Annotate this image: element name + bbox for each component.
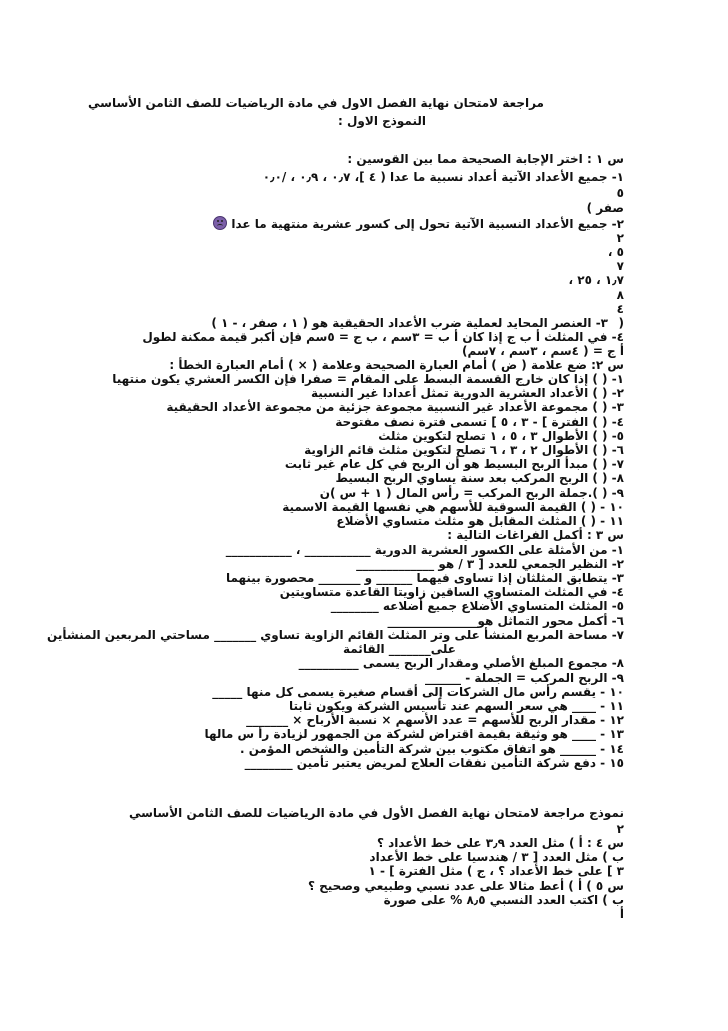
q3-item-10: ١٠ - يقسم رأس مال الشركات إلى أقسام صغيرة يسمى كل منها _____ [212, 685, 624, 699]
q2-item-10: ١٠ - ( ) القيمة السوقية للأسهم هي نفسها القيمة الاسمية [282, 500, 624, 514]
q2-item-11: ١١ - ( ) المثلث المقابل هو مثلث متساوي الأضلاع [336, 514, 624, 528]
q2-item-3: ٣- ( ) مجموعة الأعداد غير النسبية مجموعة جزئية من مجموعة الأعداد الحقيقية [166, 400, 624, 414]
q3-item-8: ٨- مجموع المبلغ الأصلي ومقدار الربح يسمى __________ [298, 656, 624, 670]
q1-item-2-close: ) [618, 316, 624, 330]
q1-item-4: ٤- في المثلث أ ب ج إذا كان أ ب = ٣سم ، ب ج = ٥سم فإن أكبر قيمة ممكنة لطول [142, 330, 624, 344]
q3-item-5: ٥- المثلث المتساوي الأضلاع جميع أضلاعه ________ [330, 599, 624, 613]
q3-item-3: ٣- يتطابق المثلثان إذا تساوى فيهما ______ و _______ محصورة بينهما [225, 571, 624, 585]
q1-item-2-fraction-2: ، ٥ [607, 245, 624, 259]
q1-item-4-cont: أ ج = ( ٤سم ، ٣سم ، ٧سم) [462, 344, 624, 358]
q1-item-1-end: صفر ) [586, 201, 624, 215]
q3-item-12: ١٢ - مقدار الربح للأسهم = عدد الأسهم × نسبة الأرباح × _______ [246, 713, 624, 727]
q2-item-1: ١- ( ) إذا كان خارج القسمة البسط على المقام = صفرا فإن الكسر العشري يكون منتهيا [112, 372, 624, 386]
q3-item-6: ٦- أكمل محور التماثل هو_______________ [387, 614, 624, 628]
q1-item-2-fraction-6: ٤ [616, 302, 624, 316]
q1-item-2-text: ٢- جميع الأعداد النسبية الآتية تحول إلى كسور عشرية منتهية ما عدا [231, 217, 624, 231]
q5-b-cont: أ [619, 907, 624, 921]
model-label: النموذج الاول : [338, 114, 426, 128]
q3-title: س ٣ : أكمل الفراغات التالية : [447, 528, 624, 542]
q2-title: س ٢: ضع علامة ( ض ) أمام العبارة الصحيحة وعلامة ( × ) أمام العبارة الخطأ : [169, 358, 624, 372]
q2-item-8: ٨- ( ) الربح المركب بعد سنة يساوي الربح البسيط [335, 471, 624, 485]
q1-item-2-fraction-1: ٢ [616, 231, 624, 245]
q3-item-7-cont: على_______ القائمة [342, 642, 456, 656]
q1-item-3: ٣- العنصر المحايد لعملية ضرب الأعداد الحقيقية هو ( ١ ، صفر ، - ١ ) [211, 316, 608, 330]
q3-item-4: ٤- في المثلث المتساوي الساقين زاويتا القاعدة متساويتين [279, 585, 624, 599]
q2-item-4: ٤- ( ) الفترة ] - ٣ ، ٥ ] تسمى فترة نصف مفتوحة [335, 415, 624, 429]
q3-item-14: ١٤ - ______ هو اتفاق مكتوب بين شركة التأمين والشخص المؤمن . [240, 742, 624, 756]
q1-title: س ١ : اختر الإجابة الصحيحة مما بين القوسين : [347, 152, 624, 166]
q1-item-1: ١- جميع الأعداد الآتية أعداد نسبية ما عدا ( ٤ ]، ٠٫٧ ، ٠٫٩ ، /٠٫٠ [262, 170, 624, 184]
q3-item-7: ٧- مساحة المربع المنشأ على وتر المثلث القائم الزاوية تساوي _______ مساحتي المربعين المنشأين [47, 628, 624, 642]
page-title: مراجعة لامتحان نهاية الفصل الاول في مادة الرياضيات للصف الثامن الأساسي [88, 96, 544, 110]
q5-a: س ٥ ) أ ) أعط مثالا على عدد نسبي وطبيعي وصحيح ؟ [307, 879, 624, 893]
q4-c: ٣ ] على خط الأعداد ؟ ، ج ) مثل الفترة ] - ١ [368, 864, 624, 878]
q5-b: ب ) اكتب العدد النسبي ٨٫٥ % على صورة [383, 893, 624, 907]
q3-item-15: ١٥ - دفع شركة التأمين نفقات العلاج لمريض يعتبر تأمين ________ [244, 756, 624, 770]
q4-a: س ٤ : أ ) مثل العدد ٣٫٩ على خط الأعداد ؟ [376, 836, 624, 850]
q1-item-2-fraction-5: ٨ [616, 288, 624, 302]
q1-item-1-number: ٥ [616, 186, 624, 200]
q1-item-2-fraction-3: ٧ [616, 259, 624, 273]
q3-item-9: ٩- الربح المركب = الجملة - ______ [425, 671, 624, 685]
q3-item-11: ١١ - ____ هي سعر السهم عند تأسيس الشركة ويكون ثابتا [289, 699, 624, 713]
q3-item-1: ١- من الأمثلة على الكسور العشرية الدورية ___________ ، ___________ [225, 543, 624, 557]
q2-item-2: ٢- ( ) الأعداد العشرية الدورية تمثل أعدادا غير النسبية [310, 386, 624, 400]
q2-item-7: ٧- ( ) مبدأ الربح البسيط هو أن الربح في كل عام غير ثابت [284, 457, 624, 471]
model2-title: نموذج مراجعة لامتحان نهاية الفصل الأول في مادة الرياضيات للصف الثامن الأساسي [128, 806, 624, 820]
q2-item-6: ٦- ( ) الأطوال ٢ ، ٣ ، ٦ تصلح لتكوين مثلث قائم الزاوية [304, 443, 624, 457]
q2-item-5: ٥- ( ) الأطوال ٣ ، ٥ ، ١ تصلح لتكوين مثلث [378, 429, 624, 443]
q3-item-2: ٢- النظير الجمعي للعدد [ ٣ / هو _____________ [356, 557, 624, 571]
q4-b: ب ) مثل العدد [ ٣ / هندسيا على خط الأعداد [369, 850, 624, 864]
q2-item-9: ٩- ( ).جملة الربح المركب = رأس المال ( ١ + س )ن [319, 486, 624, 500]
q3-item-13: ١٣ - ____ هو وثيقة بقيمة اقتراض لشركة من الجمهور لزيادة رأ س مالها [204, 727, 624, 741]
model2-number: ٢ [616, 822, 624, 836]
q1-item-2-fraction-4: ، ١٫٧ ، ٢٥ [568, 273, 624, 287]
